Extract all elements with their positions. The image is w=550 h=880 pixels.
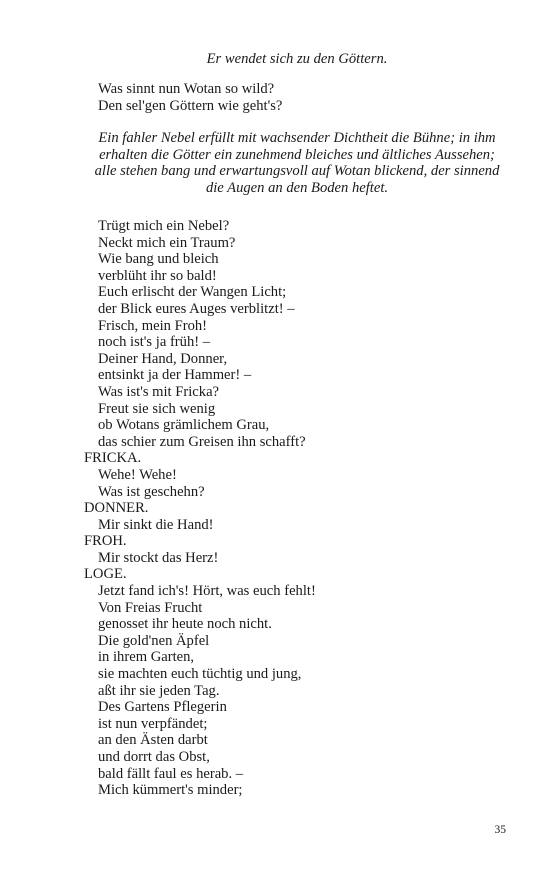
verse-line: Jetzt fand ich's! Hört, was euch fehlt! [98,583,316,600]
verse-line: Trügt mich ein Nebel? [98,218,230,234]
stage-direction-1 [84,51,510,68]
verse-line: Was ist's mit Fricka? [98,383,220,400]
verse-line: Freut sie sich wenig [98,400,216,417]
verse-block-1 [84,81,282,114]
verse-line: Euch erlischt der Wangen Licht; [98,284,287,301]
verse-line: genosset ihr heute noch nicht. [98,616,272,633]
verse-line: ob Wotans grämlichem Grau, [98,417,270,434]
verse-line: Was sinnt nun Wotan so wild? [98,81,275,97]
verse-line: in ihrem Garten, [98,649,195,666]
speaker-name: LOGE. [84,566,127,583]
stage-direction-line: erhalten die Götter ein zunehmend bleiches und ältliches Aussehen; [99,146,495,163]
speaker-name: FRICKA. [84,450,142,467]
verse-line: und dorrt das Obst, [98,749,210,765]
stage-direction-text: Er wendet sich zu den Göttern. [206,51,388,67]
speaker-name: DONNER. [84,500,149,517]
verse-line: das schier zum Greisen ihn schafft? [98,433,306,450]
verse-line: Mir sinkt die Hand! [98,516,214,533]
verse-line: sie machten euch tüchtig und jung, [98,666,302,683]
verse-line: Neckt mich ein Traum? [98,234,236,251]
verse-line: der Blick eures Auges verblitzt! – [98,300,295,317]
verse-line: aßt ihr sie jeden Tag. [98,682,220,699]
verse-line: entsinkt ja der Hammer! – [98,367,252,384]
verse-line: verblüht ihr so bald! [98,267,217,284]
dialogue-block [84,218,316,799]
verse-line: an den Ästen darbt [98,732,208,749]
verse-line: noch ist's ja früh! – [98,334,211,351]
verse-line: Frisch, mein Froh! [98,317,208,334]
verse-line: Wehe! Wehe! [98,466,177,483]
verse-line: bald fällt faul es herab. – [98,765,244,782]
stage-direction-line: die Augen an den Boden heftet. [205,179,389,196]
stage-direction-line: Ein fahler Nebel erfüllt mit wachsender Dichtheit die Bühne; in ihm [98,130,496,146]
verse-line: Des Gartens Pflegerin [98,699,227,716]
speaker-name: FROH. [84,533,127,550]
stage-direction-2 [84,130,510,196]
verse-line: Was ist geschehn? [98,483,205,500]
verse-line: Deiner Hand, Donner, [98,350,228,367]
verse-line: Mir stockt das Herz! [98,549,219,566]
verse-line: Von Freias Frucht [98,599,203,616]
stage-direction-line: alle stehen bang und erwartungsvoll auf Wotan blickend, der sinnend [94,163,500,180]
verse-line: Wie bang und bleich [98,251,219,268]
verse-line: ist nun verpfändet; [98,715,208,732]
verse-line: Den sel'gen Göttern wie geht's? [98,97,283,114]
verse-line: Mich kümmert's minder; [98,782,243,799]
page-number: 35 [494,824,506,836]
verse-line: Die gold'nen Äpfel [98,632,210,649]
